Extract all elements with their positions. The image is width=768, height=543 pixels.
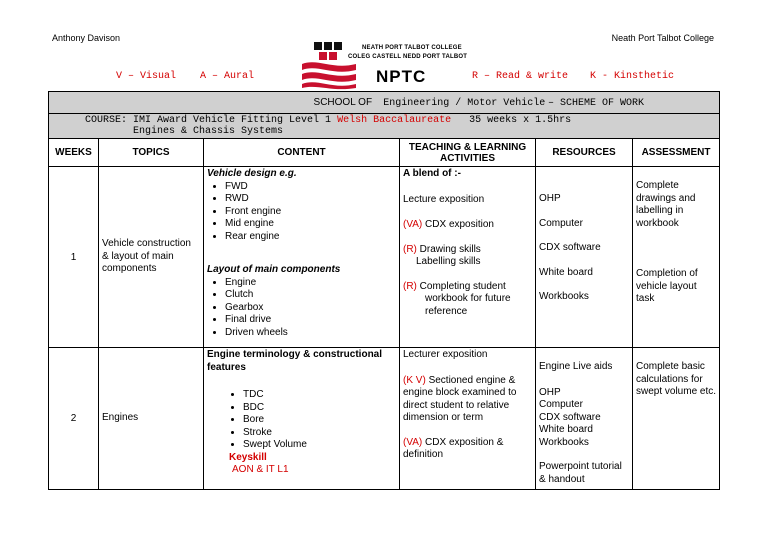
activity-text: workbook for future [425, 293, 511, 304]
resource-item: White board [539, 266, 593, 278]
learning-style-tag: (VA) [403, 219, 423, 230]
activity-item: Lecture exposition [403, 193, 485, 205]
list-item: • TDC [243, 389, 396, 402]
content-heading: Engine terminology & constructional features [207, 349, 383, 373]
course-duration: 35 weeks x 1.5hrs [469, 115, 572, 126]
list-item: • FWD [225, 181, 396, 194]
activities-cell [400, 167, 536, 348]
course-systems: Engines & Chassis Systems [133, 126, 284, 137]
legend-read-write: R – Read & write [472, 71, 569, 82]
content-list [207, 181, 396, 244]
resource-item: CDX software [539, 411, 601, 423]
week-number: 1 [49, 167, 99, 348]
assessment-text: Complete basic calculations for swept volume etc. [636, 361, 717, 397]
col-assessment: ASSESSMENT [633, 139, 720, 167]
activity-text: Sectioned engine & engine block examined to direct student to relative dimension or term [403, 374, 517, 423]
activity-item [403, 281, 532, 294]
assessment-text: Complete drawings and labelling in workbook [636, 180, 696, 229]
activity-item [403, 437, 532, 462]
list-item: • Stroke [243, 427, 396, 440]
activity-item [403, 219, 532, 232]
school-banner [49, 92, 720, 114]
week-number: 2 [49, 348, 99, 490]
topic-cell: Vehicle construction & layout of main components [99, 167, 204, 348]
learning-style-tag: (VA) [403, 436, 423, 448]
list-item: • Mid engine [225, 218, 396, 231]
table-row [49, 167, 720, 348]
list-item: • Swept Volume [243, 439, 396, 452]
col-topics: TOPICS [99, 139, 204, 167]
resource-item: CDX software [539, 242, 601, 253]
list-item: • RWD [225, 193, 396, 206]
list-item: • Bore [243, 414, 396, 427]
topic-cell: Engines [99, 348, 204, 490]
activities-intro: A blend of :- [403, 168, 461, 179]
resource-item: Computer [539, 217, 583, 229]
activity-text: Labelling skills [416, 256, 481, 267]
scheme-of-work-label: – SCHEME OF WORK [548, 97, 645, 109]
assessment-cell [633, 167, 720, 348]
list-item: • Engine [225, 277, 396, 290]
list-item: • BDC [243, 402, 396, 415]
keyskill-detail: AON & IT L1 [232, 464, 289, 475]
activity-item [403, 244, 532, 257]
resource-item: OHP [539, 193, 561, 204]
scheme-of-work-table [48, 91, 720, 490]
course-banner [49, 114, 720, 139]
list-item: • Clutch [225, 289, 396, 302]
learning-style-tag: (K V) [403, 374, 426, 386]
col-content: CONTENT [204, 139, 400, 167]
content-cell [204, 167, 400, 348]
activity-text: reference [425, 305, 468, 317]
content-heading: Vehicle design e.g. [207, 168, 297, 179]
resource-item: OHP [539, 386, 561, 398]
keyskill-label: Keyskill [229, 451, 267, 463]
content-heading: Layout of main components [207, 264, 341, 275]
assessment-cell [633, 348, 720, 490]
course-row [49, 114, 720, 139]
column-header-row [49, 139, 720, 167]
logo-line-english: NEATH PORT TALBOT COLLEGE [362, 45, 462, 51]
course-title: COURSE: IMI Award Vehicle Fitting Level 1 [85, 115, 332, 126]
assessment-text: Completion of vehicle layout task [636, 268, 698, 304]
school-of-label: SCHOOL OF [313, 96, 373, 108]
list-item: • Gearbox [225, 302, 396, 315]
legend-visual: V – Visual [116, 71, 177, 82]
list-item: • Rear engine [225, 231, 396, 244]
activity-text: CDX exposition [425, 219, 494, 230]
resources-cell [536, 167, 633, 348]
list-item: • Front engine [225, 206, 396, 219]
activity-item [403, 375, 532, 425]
content-list [207, 389, 396, 452]
logo-wave-icon [298, 40, 360, 92]
resources-cell [536, 348, 633, 490]
college-name: Neath Port Talbot College [611, 33, 714, 43]
college-logo [298, 40, 468, 92]
activity-text: Completing student [419, 280, 506, 292]
col-activities: TEACHING & LEARNING ACTIVITIES [400, 139, 536, 167]
learning-style-tag: (R) [403, 243, 417, 255]
school-row [49, 92, 720, 114]
learning-style-tag: (R) [403, 280, 417, 292]
activity-item: Lecturer exposition [403, 349, 488, 360]
resource-item: Computer [539, 399, 583, 410]
list-item: • Driven wheels [225, 327, 396, 340]
author-name: Anthony Davison [52, 33, 121, 43]
school-subject: Engineering / Motor Vehicle [383, 97, 546, 109]
legend-kinesthetic: K - Kinsthetic [590, 71, 675, 82]
content-cell [204, 348, 400, 490]
resource-item: Workbooks [539, 436, 589, 448]
activity-text: Drawing skills [419, 243, 481, 255]
table-row [49, 348, 720, 490]
resource-item: Workbooks [539, 291, 589, 302]
col-resources: RESOURCES [536, 139, 633, 167]
activity-text: CDX exposition & definition [403, 436, 504, 460]
logo-nptc-text: NPTC [376, 67, 427, 86]
list-item: • Final drive [225, 314, 396, 327]
resource-item: Powerpoint tutorial & handout [539, 461, 622, 485]
col-weeks: WEEKS [49, 139, 99, 167]
content-list [207, 277, 396, 340]
activities-cell [400, 348, 536, 490]
welsh-bacc-label: Welsh Baccalaureate [337, 115, 452, 126]
resource-item: White board [539, 424, 593, 435]
resource-item: Engine Live aids [539, 361, 613, 372]
logo-line-welsh: COLEG CASTELL NEDD PORT TALBOT [348, 54, 468, 60]
legend-aural: A – Aural [200, 71, 255, 82]
